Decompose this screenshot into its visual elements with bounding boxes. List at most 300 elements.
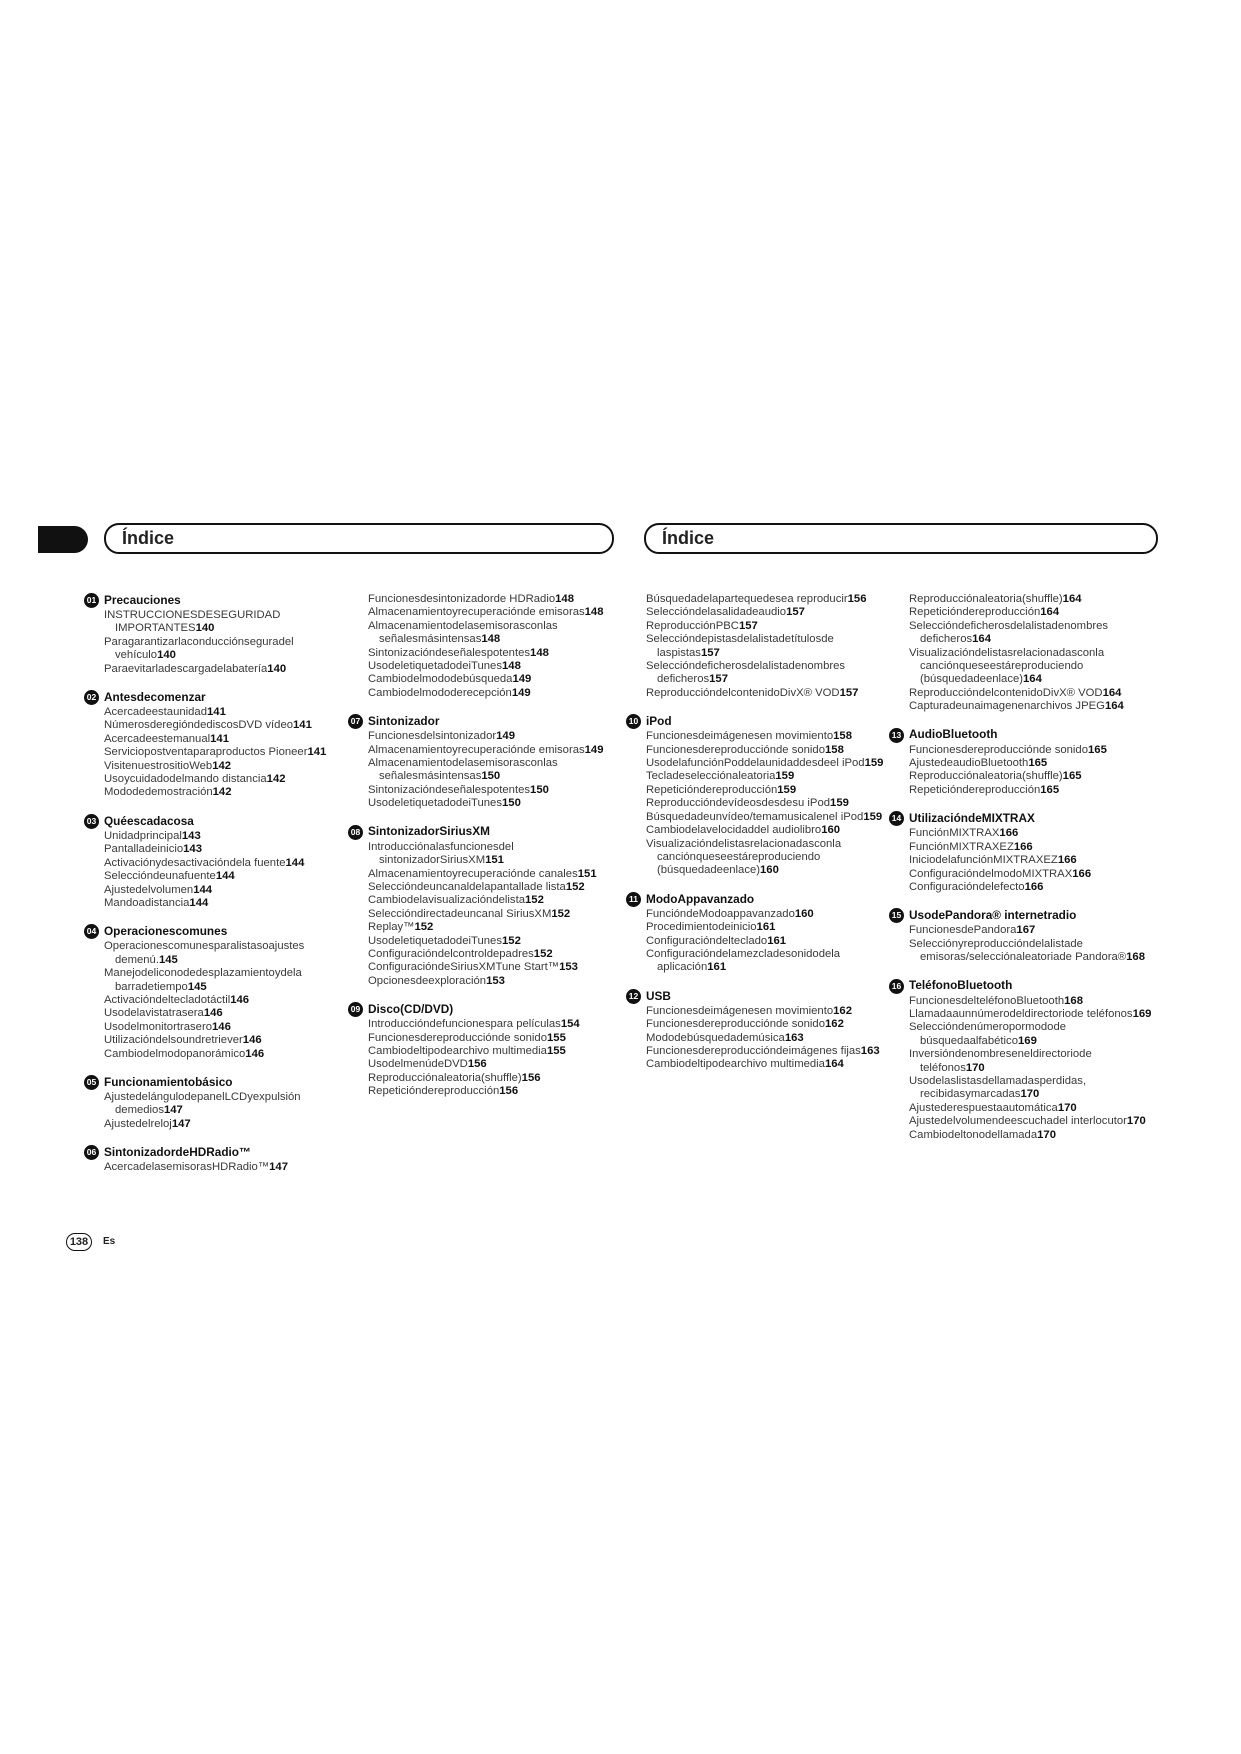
entry-page-number: 141	[307, 746, 327, 759]
entry-page-number: 168	[1064, 994, 1083, 1007]
index-section-continued	[646, 593, 896, 700]
entry-page-number: 140	[157, 649, 176, 662]
entry-page-number: 152	[414, 921, 434, 934]
index-entry[interactable]	[909, 1129, 1159, 1142]
entry-page-number: 147	[171, 1117, 191, 1130]
entry-page-number: 141	[207, 706, 226, 719]
index-entry[interactable]	[104, 706, 354, 719]
index-entry[interactable]	[104, 1007, 354, 1020]
index-section-continued	[909, 593, 1159, 714]
section-number-badge: 07	[348, 714, 363, 729]
entry-page-number: 150	[530, 783, 549, 796]
entry-page-number: 164	[1023, 673, 1042, 686]
section-title: UtilizacióndeMIXTRAX	[909, 811, 1035, 826]
section-number-badge: 10	[626, 714, 641, 729]
index-entry[interactable]	[368, 673, 618, 686]
index-entry[interactable]	[909, 757, 1159, 770]
entry-text: Seleccióndeficherosdelalistadenombres deficheros	[909, 619, 1109, 646]
entry-text: Almacenamientodelasemisorasconlas señalesmásintensas	[368, 619, 558, 646]
entry-text: FuncióndeModoappavanzado	[646, 907, 795, 920]
entry-text: ReproduccióndelcontenidoDivX® VOD	[646, 686, 840, 699]
entry-text: Mododedemostración	[104, 786, 213, 799]
index-entry[interactable]	[909, 1115, 1159, 1128]
entry-text: Unidadprincipal	[104, 829, 182, 842]
entry-text: Paragarantizarlaconducciónseguradel vehículo	[104, 635, 294, 662]
entry-text: Procedimientodeinicio	[646, 921, 757, 934]
language-code: Es	[103, 1236, 116, 1247]
entry-page-number: 157	[738, 619, 758, 632]
entry-page-number: 152	[551, 907, 571, 920]
index-entry[interactable]	[368, 961, 618, 974]
entry-text: Acercadeestaunidad	[104, 706, 208, 719]
entry-page-number: 142	[212, 786, 232, 799]
index-entry[interactable]	[646, 633, 896, 660]
index-entry[interactable]	[368, 1058, 618, 1071]
section-number-badge: 11	[626, 892, 641, 907]
entry-page-number: 144	[215, 870, 235, 883]
section-title: iPod	[646, 714, 672, 729]
entry-text: Funcionesdereproducciónde sonido	[368, 1031, 547, 1044]
index-entry[interactable]	[368, 921, 618, 934]
index-section	[86, 813, 354, 910]
entry-page-number: 151	[485, 854, 504, 867]
entry-text: FunciónMIXTRAX	[909, 827, 1000, 840]
index-entry[interactable]	[104, 1021, 354, 1034]
index-entry[interactable]	[368, 757, 618, 784]
index-entry[interactable]	[104, 830, 354, 843]
index-section	[629, 891, 896, 975]
index-entry[interactable]	[104, 719, 354, 732]
entry-page-number: 148	[555, 593, 574, 605]
entry-text: ReproduccióndelcontenidoDivX® VOD	[909, 686, 1103, 699]
entry-page-number: 160	[760, 864, 779, 877]
index-entry[interactable]	[368, 1032, 618, 1045]
index-entry[interactable]	[368, 948, 618, 961]
index-entry[interactable]	[104, 940, 354, 967]
entry-text: Inversióndenombreseneldirectoriode teléfonos	[909, 1048, 1092, 1074]
page-title-left: Índice	[104, 523, 614, 554]
section-title: Funcionamientobásico	[104, 1074, 233, 1089]
entry-text: Selecciónyreproduccióndelalistade emisoras/selecciónaleatoriade Pandora®	[909, 937, 1127, 964]
index-entry[interactable]	[104, 897, 354, 910]
index-entry[interactable]	[909, 854, 1159, 867]
entry-text: IniciodelafunciónMIXTRAXEZ	[909, 854, 1058, 867]
entry-page-number: 148	[584, 606, 604, 619]
index-entry[interactable]	[909, 593, 1159, 606]
entry-text: Reproduccióndevídeosdesdesu iPod	[646, 797, 831, 810]
index-entry[interactable]	[646, 1032, 896, 1045]
index-entry[interactable]	[104, 733, 354, 746]
entry-page-number: 164	[824, 1058, 844, 1071]
index-entry[interactable]	[909, 1075, 1159, 1102]
index-entry[interactable]	[909, 1021, 1159, 1048]
entry-page-number: 170	[1020, 1088, 1040, 1101]
entry-page-number: 144	[189, 896, 209, 909]
index-entry[interactable]	[909, 995, 1159, 1008]
section-number-badge: 09	[348, 1002, 363, 1017]
entry-page-number: 159	[830, 797, 849, 810]
section-heading	[348, 825, 618, 840]
index-entry[interactable]	[646, 784, 896, 797]
index-entry[interactable]	[646, 593, 896, 606]
index-entry[interactable]	[104, 1048, 354, 1061]
index-entry[interactable]	[909, 647, 1159, 687]
section-heading	[84, 690, 354, 705]
index-entry[interactable]	[104, 857, 354, 870]
index-entry[interactable]	[368, 1018, 618, 1031]
entry-text: Introduccióndefuncionespara películas	[368, 1018, 561, 1031]
index-entry[interactable]	[909, 606, 1159, 619]
entry-page-number: 157	[839, 686, 859, 699]
index-column-2	[350, 593, 618, 1113]
entry-page-number: 168	[1126, 951, 1145, 964]
index-entry[interactable]	[104, 1118, 354, 1131]
section-number-badge: 14	[889, 811, 904, 826]
section-heading	[348, 714, 618, 729]
entry-text: AjustedeaudioBluetooth	[909, 757, 1029, 770]
entry-text: Configuracióndelteclado	[646, 934, 768, 947]
entry-text: Cambiodelavelocidaddel audiolibro	[646, 824, 822, 837]
entry-text: Configuracióndelefecto	[909, 880, 1025, 893]
entry-page-number: 153	[559, 961, 578, 974]
section-number-badge: 04	[84, 924, 99, 939]
entry-page-number: 165	[1062, 770, 1082, 783]
entry-text: Seleccióndeficherosdelalistadenombres deficheros	[646, 660, 846, 686]
entry-page-number: 145	[158, 953, 178, 966]
section-title: ModoAppavanzado	[646, 891, 755, 906]
entry-page-number: 164	[972, 633, 991, 646]
entry-text: Seleccióndepistasdelalistadetítulosde laspistas	[646, 633, 834, 659]
section-heading	[889, 811, 1159, 826]
page-title-right: Índice	[644, 523, 1158, 554]
entry-text: ConfiguracióndeSiriusXMTune Start™	[368, 961, 560, 974]
entry-page-number: 153	[486, 974, 505, 987]
index-entry[interactable]	[104, 994, 354, 1007]
index-entry[interactable]	[646, 948, 896, 975]
index-entry[interactable]	[104, 843, 354, 856]
index-entry[interactable]	[368, 908, 618, 921]
section-heading	[84, 1075, 354, 1090]
index-entry[interactable]	[104, 746, 354, 759]
entry-text: Búsquedadeunvídeo/temamusicalenel iPod	[646, 810, 864, 823]
section-heading	[626, 892, 896, 907]
index-entry[interactable]	[104, 636, 354, 663]
index-entry[interactable]	[368, 1072, 618, 1085]
entry-page-number: 157	[700, 646, 720, 659]
index-entry[interactable]	[646, 1058, 896, 1071]
entry-page-number: 159	[775, 770, 795, 783]
entry-page-number: 157	[786, 606, 805, 619]
entry-page-number: 155	[546, 1044, 566, 1057]
index-section	[891, 811, 1159, 894]
entry-page-number: 149	[496, 730, 515, 743]
index-entry[interactable]	[104, 1034, 354, 1047]
entry-page-number: 147	[163, 1104, 183, 1117]
section-heading	[84, 814, 354, 829]
index-entry[interactable]	[909, 841, 1159, 854]
index-section	[86, 924, 354, 1061]
entry-page-number: 147	[269, 1161, 288, 1174]
index-entry[interactable]	[646, 730, 896, 743]
section-title: Precauciones	[104, 592, 181, 607]
index-entry[interactable]	[104, 1091, 354, 1118]
entry-page-number: 164	[1104, 700, 1124, 713]
index-entry[interactable]	[646, 838, 896, 878]
index-entry[interactable]	[368, 935, 618, 948]
section-title: Sintonizador	[368, 714, 440, 729]
section-title: AudioBluetooth	[909, 727, 998, 742]
index-entry[interactable]	[909, 770, 1159, 783]
index-section-continued	[368, 593, 618, 700]
entry-page-number: 165	[1028, 757, 1048, 770]
entry-page-number: 152	[525, 894, 544, 907]
index-entry[interactable]	[368, 975, 618, 988]
section-heading	[889, 908, 1159, 923]
index-section	[350, 1001, 618, 1098]
page-number: 138	[66, 1233, 92, 1251]
index-section	[86, 592, 354, 676]
entry-page-number: 170	[1057, 1101, 1077, 1114]
entry-page-number: 170	[1126, 1115, 1146, 1128]
section-tab-marker	[38, 526, 88, 553]
entry-text: Mandoadistancia	[104, 896, 190, 909]
index-entry[interactable]	[104, 967, 354, 994]
entry-text: Usodelmonitortrasero	[104, 1020, 212, 1033]
index-entry[interactable]	[646, 824, 896, 837]
index-entry[interactable]	[646, 811, 896, 824]
entry-page-number: 165	[1088, 743, 1107, 756]
entry-text: FuncionesdelteléfonoBluetooth	[909, 994, 1065, 1007]
entry-text: FunciónMIXTRAXEZ	[909, 840, 1014, 853]
index-entry[interactable]	[646, 620, 896, 633]
entry-text: Serviciopostventaparaproductos Pioneer	[104, 746, 308, 759]
entry-page-number: 160	[821, 824, 841, 837]
entry-text: Mododebúsquedademúsica	[646, 1031, 785, 1044]
entry-text: Almacenamientoyrecuperaciónde emisoras	[368, 743, 585, 756]
section-title: Operacionescomunes	[104, 924, 228, 939]
entry-text: Seleccióndenúmeropormodode búsquedaalfabético	[909, 1021, 1067, 1047]
entry-text: Tecladeselecciónaleatoria	[646, 770, 776, 783]
entry-text: Ajustederespuestaautomática	[909, 1101, 1058, 1114]
index-entry[interactable]	[368, 894, 618, 907]
index-entry[interactable]	[368, 797, 618, 810]
index-entry[interactable]	[909, 744, 1159, 757]
section-number-badge: 05	[84, 1075, 99, 1090]
index-entry[interactable]	[368, 606, 618, 619]
index-section	[891, 908, 1159, 964]
index-entry[interactable]	[909, 881, 1159, 894]
index-entry[interactable]	[368, 744, 618, 757]
index-entry[interactable]	[104, 884, 354, 897]
entry-text: Cambiodeltipodearchivo multimedia	[646, 1058, 825, 1071]
entry-text: Ajustedelvolumen	[104, 883, 194, 896]
index-entry[interactable]	[646, 908, 896, 921]
index-entry[interactable]	[646, 797, 896, 810]
index-entry[interactable]	[104, 1161, 354, 1174]
entry-text: Visualizacióndelistasrelacionadasconla canciónqueseestáreproduciendo (búsquedadeenlace)	[909, 646, 1105, 686]
entry-text: Usodelavistatrasera	[104, 1007, 204, 1020]
entry-text: Operacionescomunesparalistasoajustes demenú.	[104, 940, 305, 966]
entry-page-number: 166	[1057, 854, 1077, 867]
entry-page-number: 156	[499, 1085, 519, 1098]
index-entry[interactable]	[104, 760, 354, 773]
index-section	[350, 824, 618, 988]
index-entry[interactable]	[909, 1048, 1159, 1075]
index-entry[interactable]	[646, 935, 896, 948]
index-entry[interactable]	[104, 870, 354, 883]
index-entry[interactable]	[646, 687, 896, 700]
index-entry[interactable]	[909, 1008, 1159, 1021]
index-entry[interactable]	[368, 881, 618, 894]
section-number-badge: 13	[889, 728, 904, 743]
index-section	[628, 714, 896, 877]
section-title: Disco(CD/DVD)	[368, 1001, 454, 1016]
entry-page-number: 156	[847, 593, 867, 605]
index-entry[interactable]	[104, 663, 354, 676]
index-column-4	[891, 593, 1159, 1156]
entry-text: Usodelaslistasdellamadasperdidas, recibidasymarcadas	[909, 1074, 1087, 1101]
index-entry[interactable]	[646, 757, 896, 770]
entry-page-number: 140	[195, 622, 215, 635]
index-entry[interactable]	[368, 841, 618, 868]
entry-page-number: 155	[547, 1031, 566, 1044]
entry-text: AjustedelángulodepanelLCDyexpulsión demedios	[104, 1090, 301, 1117]
entry-page-number: 146	[212, 1020, 231, 1033]
index-entry[interactable]	[104, 786, 354, 799]
index-entry[interactable]	[368, 1085, 618, 1098]
entry-text: Funcionesdeimágenesen movimiento	[646, 1004, 834, 1017]
index-entry[interactable]	[368, 868, 618, 881]
index-entry[interactable]	[909, 687, 1159, 700]
entry-text: Introducciónalasfuncionesdel sintonizadorSiriusXM	[368, 840, 514, 867]
entry-page-number: 152	[502, 934, 521, 947]
entry-page-number: 141	[210, 732, 229, 745]
entry-page-number: 162	[825, 1018, 844, 1031]
index-entry[interactable]	[368, 1045, 618, 1058]
index-entry[interactable]	[104, 773, 354, 786]
entry-page-number: 160	[794, 907, 814, 920]
section-heading	[626, 989, 896, 1004]
entry-page-number: 157	[709, 673, 728, 686]
index-section	[86, 1074, 354, 1131]
entry-text: Seleccióndeunafuente	[104, 870, 216, 883]
entry-page-number: 163	[784, 1031, 804, 1044]
entry-page-number: 148	[502, 660, 521, 673]
entry-page-number: 169	[1132, 1007, 1152, 1020]
entry-text: Usoycuidadodelmando distancia	[104, 773, 267, 786]
entry-page-number: 152	[533, 947, 553, 960]
entry-text: Cambiodeltonodellamada	[909, 1128, 1038, 1141]
entry-text: Cambiodelavisualizacióndelista	[368, 894, 525, 907]
index-section	[350, 714, 618, 810]
index-entry[interactable]	[909, 700, 1159, 713]
entry-page-number: 158	[833, 730, 852, 743]
index-entry[interactable]	[909, 924, 1159, 937]
entry-text: UsodeletiquetadodeiTunes	[368, 797, 502, 810]
index-entry[interactable]	[909, 868, 1159, 881]
entry-text: Opcionesdeexploración	[368, 974, 487, 987]
entry-text: Manejodeliconodedesplazamientoydela barradetiempo	[104, 967, 302, 993]
index-entry[interactable]	[368, 647, 618, 660]
index-entry[interactable]	[909, 938, 1159, 965]
entry-text: Seleccióndirectadeuncanal SiriusXM	[368, 907, 552, 920]
section-heading	[626, 714, 896, 729]
entry-text: Funcionesdereproduccióndeimágenes fijas	[646, 1044, 861, 1057]
entry-text: ReproducciónPBC	[646, 619, 739, 632]
entry-page-number: 170	[1037, 1128, 1056, 1141]
entry-page-number: 146	[203, 1007, 223, 1020]
index-entry[interactable]	[646, 770, 896, 783]
entry-page-number: 146	[242, 1034, 262, 1047]
index-entry[interactable]	[909, 1102, 1159, 1115]
entry-text: Repeticióndereproducción	[909, 783, 1041, 796]
entry-page-number: 144	[285, 856, 305, 869]
section-number-badge: 06	[84, 1145, 99, 1160]
entry-text: Reproducciónaleatoria(shuffle)	[909, 770, 1063, 783]
entry-text: Configuracióndelamezcladesonidodela aplicación	[646, 947, 841, 974]
index-entry[interactable]	[368, 730, 618, 743]
entry-text: Cambiodelmododebúsqueda	[368, 673, 513, 686]
index-entry[interactable]	[646, 1045, 896, 1058]
index-entry[interactable]	[368, 620, 618, 647]
entry-page-number: 159	[863, 810, 883, 823]
index-entry[interactable]	[646, 921, 896, 934]
index-section	[891, 978, 1159, 1142]
entry-text: Paraevitarladescargadelabatería	[104, 662, 268, 675]
index-entry[interactable]	[104, 609, 354, 636]
section-title: Antesdecomenzar	[104, 689, 206, 704]
entry-text: Reproducciónaleatoria(shuffle)	[909, 593, 1063, 605]
entry-text: VisitenuestrositioWeb	[104, 759, 213, 772]
index-entry[interactable]	[646, 1018, 896, 1031]
section-number-badge: 15	[889, 908, 904, 923]
index-entry[interactable]	[646, 660, 896, 687]
index-entry[interactable]	[909, 827, 1159, 840]
index-entry[interactable]	[368, 660, 618, 673]
entry-text: Búsquedadelapartequedesea reproducir	[646, 593, 848, 605]
section-number-badge: 03	[84, 814, 99, 829]
entry-text: Configuracióndelcontroldepadres	[368, 947, 534, 960]
index-entry[interactable]	[368, 784, 618, 797]
entry-text: ConfiguracióndelmodoMIXTRAX	[909, 867, 1073, 880]
index-entry[interactable]	[646, 1005, 896, 1018]
index-entry[interactable]	[909, 620, 1159, 647]
section-heading	[84, 924, 354, 939]
entry-page-number: 164	[1040, 606, 1060, 619]
entry-page-number: 170	[965, 1061, 985, 1074]
index-entry[interactable]	[646, 744, 896, 757]
entry-page-number: 166	[1072, 867, 1092, 880]
section-heading	[889, 728, 1159, 743]
entry-text: Replay™	[368, 921, 415, 934]
section-title: TeléfonoBluetooth	[909, 978, 1013, 993]
index-entry[interactable]	[368, 593, 618, 606]
index-entry[interactable]	[646, 606, 896, 619]
section-title: Quéescadacosa	[104, 813, 194, 828]
index-section	[628, 988, 896, 1072]
entry-text: Almacenamientodelasemisorasconlas señalesmásintensas	[368, 757, 558, 783]
section-number-badge: 12	[626, 989, 641, 1004]
entry-text: Sintonizacióndeseñalespotentes	[368, 783, 531, 796]
entry-text: Activaciónydesactivacióndela fuente	[104, 856, 286, 869]
entry-text: Seleccióndeuncanaldelapantallade lista	[368, 880, 566, 893]
entry-page-number: 146	[245, 1047, 265, 1060]
index-entry[interactable]	[909, 784, 1159, 797]
index-entry[interactable]	[368, 687, 618, 700]
entry-page-number: 161	[707, 961, 727, 974]
entry-text: UsodeletiquetadodeiTunes	[368, 934, 502, 947]
entry-text: Almacenamientoyrecuperaciónde emisoras	[368, 606, 585, 619]
